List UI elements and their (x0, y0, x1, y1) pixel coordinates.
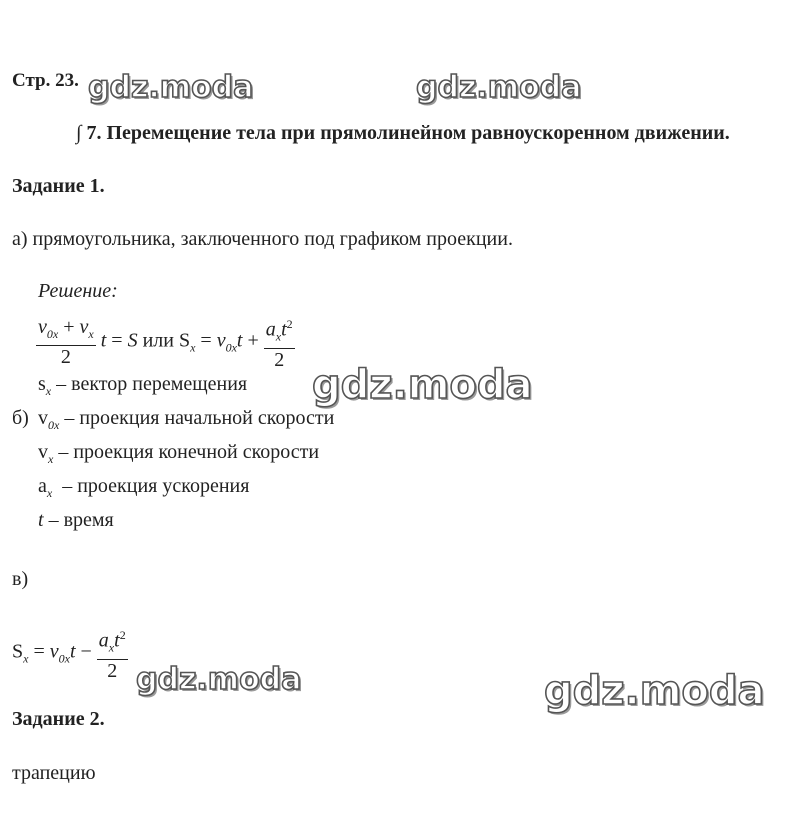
watermark-logo: gdz.moda (416, 70, 582, 105)
task2-answer: трапецию (12, 762, 96, 784)
watermark-logo: gdz.moda (136, 662, 302, 697)
part-b-label: б) (12, 407, 29, 429)
task2-heading: Задание 2. (12, 708, 105, 730)
formula-displacement-decel: $S_x = v_{0x}t$ − $\frac{a_xt^2}{2}$ (12, 624, 128, 682)
task1-heading: Задание 1. (12, 175, 105, 197)
part-v-label: в) (12, 568, 29, 590)
formula-or-word: или (142, 329, 174, 352)
def-ax: $a_x$ – проекция ускорения (38, 475, 250, 500)
def-t: t – время (38, 509, 114, 531)
def-v0x: $v_{0x}$ – проекция начальной скорости (38, 407, 335, 432)
def-sx-text: – вектор перемещения (56, 373, 248, 395)
formula-displacement: $\frac{v_{0x} + v_x}{2}$ t = S или $S_x = v_{0x}t$ + $\frac{a_xt^2}{2}$ (36, 313, 295, 371)
def-ax-text: – проекция ускорения (62, 475, 250, 497)
def-sx: $s_x$ – вектор перемещения (38, 373, 248, 398)
def-v0x-text: – проекция начальной скорости (64, 407, 335, 429)
watermark-logo: gdz.moda (544, 668, 765, 714)
def-vx-text: – проекция конечной скорости (58, 441, 320, 463)
def-t-text: – время (48, 509, 114, 531)
watermark-logo: gdz.moda (312, 362, 533, 408)
solution-label: Решение: (38, 280, 118, 302)
watermark-logo: gdz.moda (88, 70, 254, 105)
section-title: ∫ 7. Перемещение тела при прямолинейном равноускоренном движении. (76, 122, 730, 144)
fraction-deceleration-term: $\frac{a_xt^2}{2}$ (97, 624, 128, 682)
def-vx: $v_x$ – проекция конечной скорости (38, 441, 320, 466)
fraction-average-velocity: $\frac{v_{0x} + v_x}{2}$ (38, 315, 94, 368)
page-label: Стр. 23. (12, 70, 79, 91)
fraction-acceleration-term: $\frac{a_xt^2}{2}$ (264, 313, 295, 371)
task1-part-a: а) прямоугольника, заключенного под графиком проекции. (12, 228, 513, 250)
